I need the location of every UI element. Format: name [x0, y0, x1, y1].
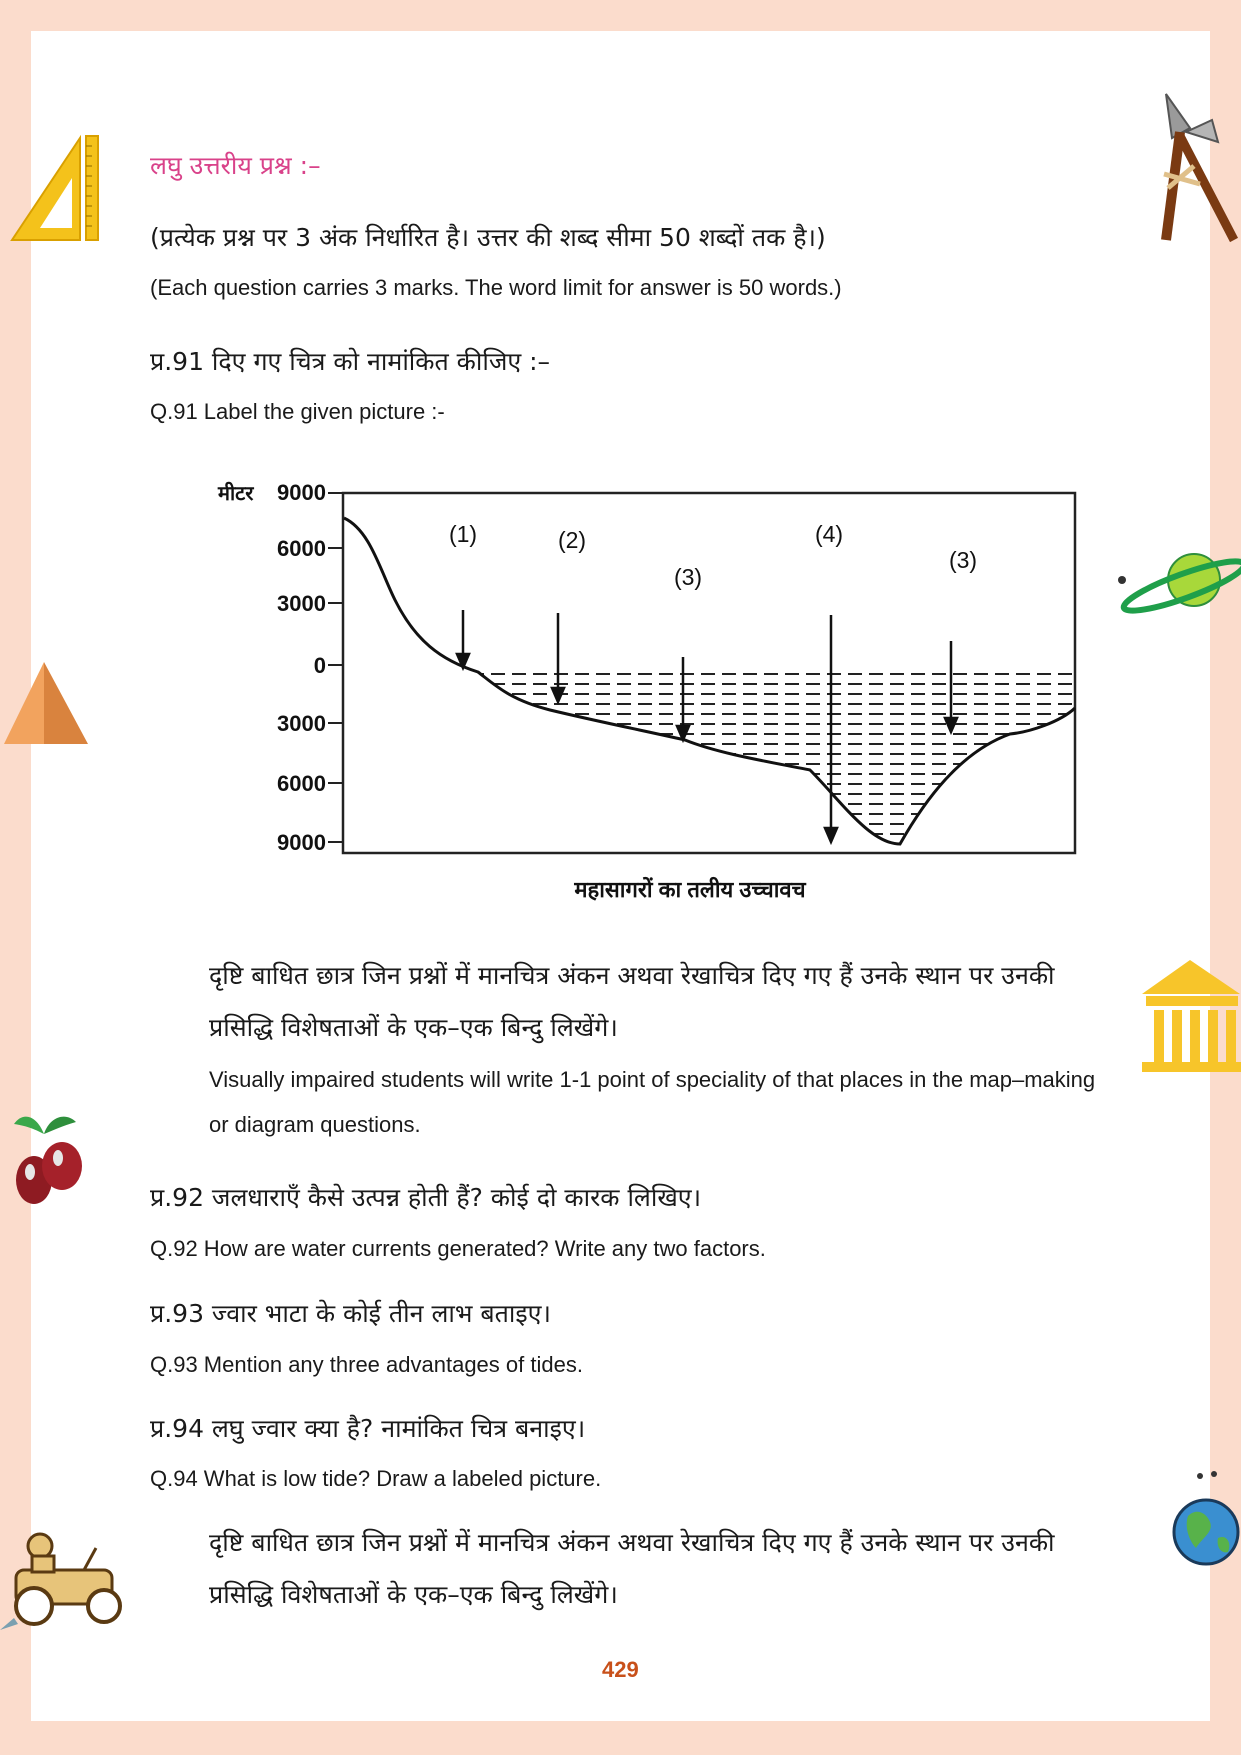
cherries-icon [6, 1104, 86, 1208]
question-94-english: Q.94 What is low tide? Draw a labeled picture. [150, 1466, 602, 1491]
vi-note-english: Visually impaired students will write 1-1 point of speciality of that places in the map–making or diagram questions. [209, 1067, 1096, 1137]
car-icon [0, 1524, 130, 1632]
temple-icon [1140, 956, 1241, 1074]
question-93-english: Q.93 Mention any three advantages of tides. [150, 1352, 583, 1377]
question-92-english: Q.92 How are water currents generated? Write any two factors. [150, 1236, 766, 1261]
vi-note-hindi: दृष्टि बाधित छात्र जिन प्रश्नों में मानचित्र अंकन अथवा रेखाचित्र दिए गए हैं उनके स्थान पर उनकी प्रसिद्धि विशेषताओं के एक–एक बिन्दु लिखेंगे। [209, 961, 1055, 1042]
globe-icon [1166, 1468, 1241, 1572]
question-92-hindi: प्र.92 जलधाराएँ कैसे उत्पन्न होती हैं? कोई दो कारक लिखिए। [150, 1183, 702, 1212]
ruler-triangle-icon [6, 132, 102, 244]
axis-tick-label: 9000 [277, 480, 326, 505]
vi-note-hindi-2: दृष्टि बाधित छात्र जिन प्रश्नों में मानचित्र अंकन अथवा रेखाचित्र दिए गए हैं उनके स्थान पर उनकी प्रसिद्धि विशेषताओं के एक–एक बिन्दु लिखेंगे। [209, 1528, 1055, 1609]
question-93-hindi: प्र.93 ज्वार भाटा के कोई तीन लाभ बताइए। [150, 1299, 551, 1328]
diagram-label-1: (1) [448, 521, 478, 547]
diagram-label-3: (3) [673, 564, 703, 590]
instruction-hindi: (प्रत्येक प्रश्न पर 3 अंक निर्धारित है। उत्तर की शब्द सीमा 50 शब्दों तक है।) [150, 223, 826, 252]
diagram-label-4: (4) [814, 521, 844, 547]
axis-unit-label: मीटर [218, 483, 254, 505]
axis-tick-label: 9000 [277, 830, 326, 855]
axis-tick-label: 6000 [277, 536, 326, 561]
stone-tools-icon [1150, 92, 1240, 244]
axis-tick-label: 6000 [277, 771, 326, 796]
page-number: 429 [602, 1657, 639, 1682]
question-91-english: Q.91 Label the given picture :- [150, 399, 445, 424]
diagram-label-3b: (3) [948, 547, 978, 573]
axis-tick-label: 3000 [277, 711, 326, 736]
instruction-english: (Each question carries 3 marks. The word limit for answer is 50 words.) [150, 275, 842, 300]
section-heading: लघु उत्तरीय प्रश्न :– [150, 151, 321, 180]
axis-tick-label: 3000 [277, 591, 326, 616]
pyramid-icon [0, 658, 90, 748]
ocean-floor-diagram [210, 460, 1090, 910]
axis-tick-label: 0 [313, 653, 326, 678]
question-91-hindi: प्र.91 दिए गए चित्र को नामांकित कीजिए :– [150, 347, 551, 376]
planet-icon [1114, 548, 1241, 618]
diagram-label-2: (2) [557, 527, 587, 553]
diagram-caption: महासागरों का तलीय उच्चावच [574, 877, 806, 902]
question-94-hindi: प्र.94 लघु ज्वार क्या है? नामांकित चित्र बनाइए। [150, 1414, 586, 1443]
